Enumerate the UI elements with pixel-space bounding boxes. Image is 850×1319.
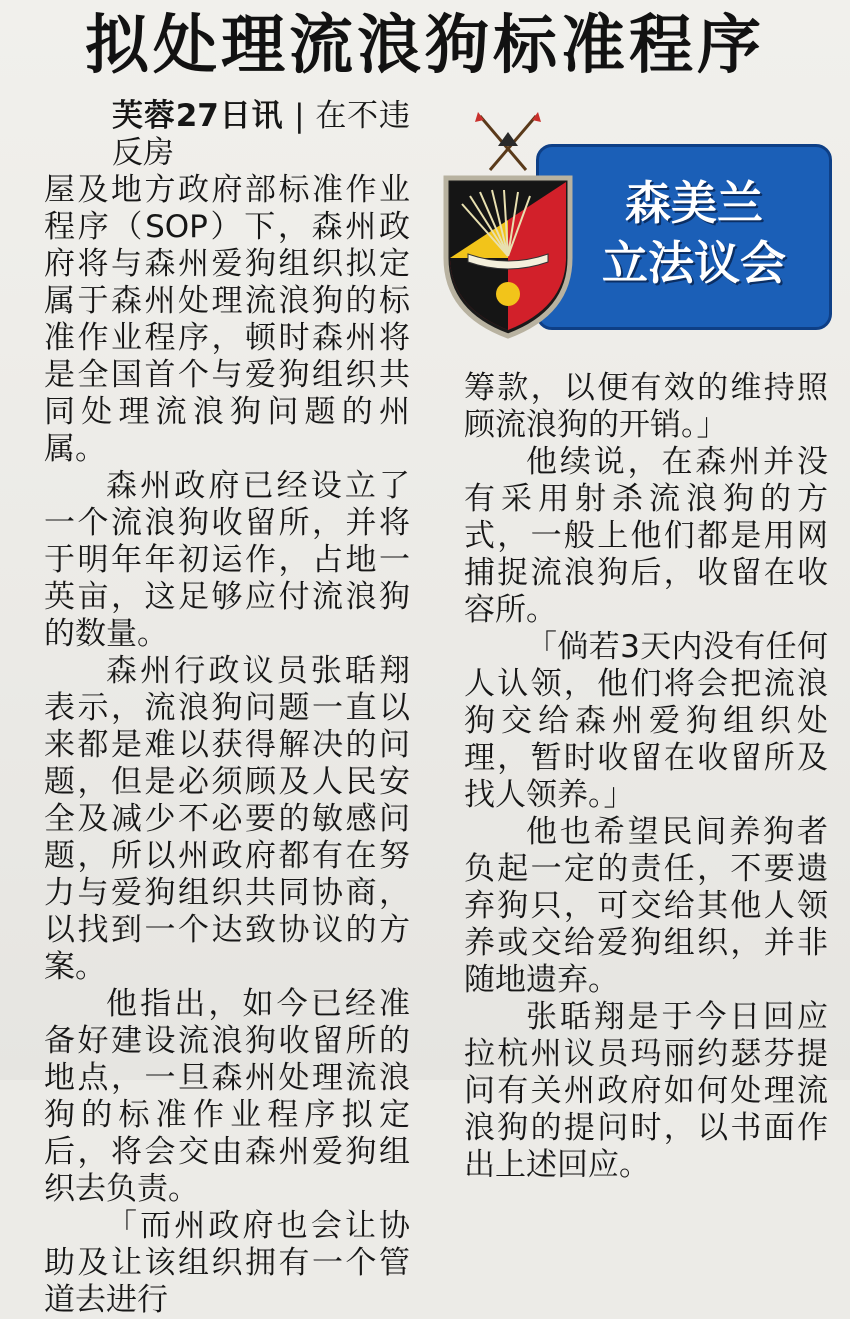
paragraph-10: 张聒翔是于今日回应拉杭州议员玛丽约瑟芬提问有关州政府如何处理流浪狗的提问时，以书面作出上述回应。	[464, 999, 828, 1183]
paragraph-9: 他也希望民间养狗者负起一定的责任，不要遗弃狗只，可交给其他人领养或交给爱狗组织，并非随地遗弃。	[464, 814, 828, 998]
paragraph-5: 「而州政府也会让协助及让该组织拥有一个管道去进行	[44, 1208, 410, 1318]
paragraph-4: 他指出，如今已经准备好建设流浪狗收留所的地点，一旦森州处理流浪狗的标准作业程序拟定后，将会交由森州爱狗组织去负责。	[44, 986, 410, 1207]
paragraph-1-text: 屋及地方政府部标准作业程序（SOP）下，森州政府将与森州爱狗组织拟定属于森州处理流浪狗的标准作业程序，顿时森州将是全国首个与爱狗组织共同处理流浪狗问题的州属。	[44, 172, 410, 467]
banner-line-2: 立法议会	[602, 236, 786, 290]
paragraph-1	[44, 98, 410, 468]
dateline-separator: |	[294, 98, 305, 134]
coat-of-arms-icon	[438, 108, 578, 340]
paragraph-2: 森州政府已经设立了一个流浪狗收留所，并将于明年年初运作，占地一英亩，这足够应付流浪狗的数量。	[44, 468, 410, 652]
left-column	[44, 98, 410, 1319]
banner-line-1: 森美兰	[625, 176, 763, 230]
paragraph-6: 筹款，以便有效的维持照顾流浪狗的开销。」	[464, 370, 828, 443]
paragraph-3: 森州行政议员张聒翔表示，流浪狗问题一直以来都是难以获得解决的问题，但是必须顾及人民安全及减少不必要的敏感问题，所以州政府都有在努力与爱狗组织共同协商，以找到一个达致协议的方案。	[44, 653, 410, 985]
paragraph-1-lead: 在不违反房	[112, 98, 411, 171]
paragraph-7: 他续说，在森州并没有采用射杀流浪狗的方式，一般上他们都是用网捕捉流浪狗后，收留在收容所。	[464, 444, 828, 628]
headline: 拟处理流浪狗标准程序	[85, 9, 765, 83]
paragraph-8: 「倘若3天内没有任何人认领，他们将会把流浪狗交给森州爱狗组织处理，暂时收留在收留所及找人领养。」	[464, 629, 828, 813]
right-column	[464, 370, 828, 1184]
banner	[536, 144, 832, 330]
dateline: 芙蓉27日讯	[112, 98, 284, 134]
legislative-assembly-emblem	[438, 108, 830, 340]
